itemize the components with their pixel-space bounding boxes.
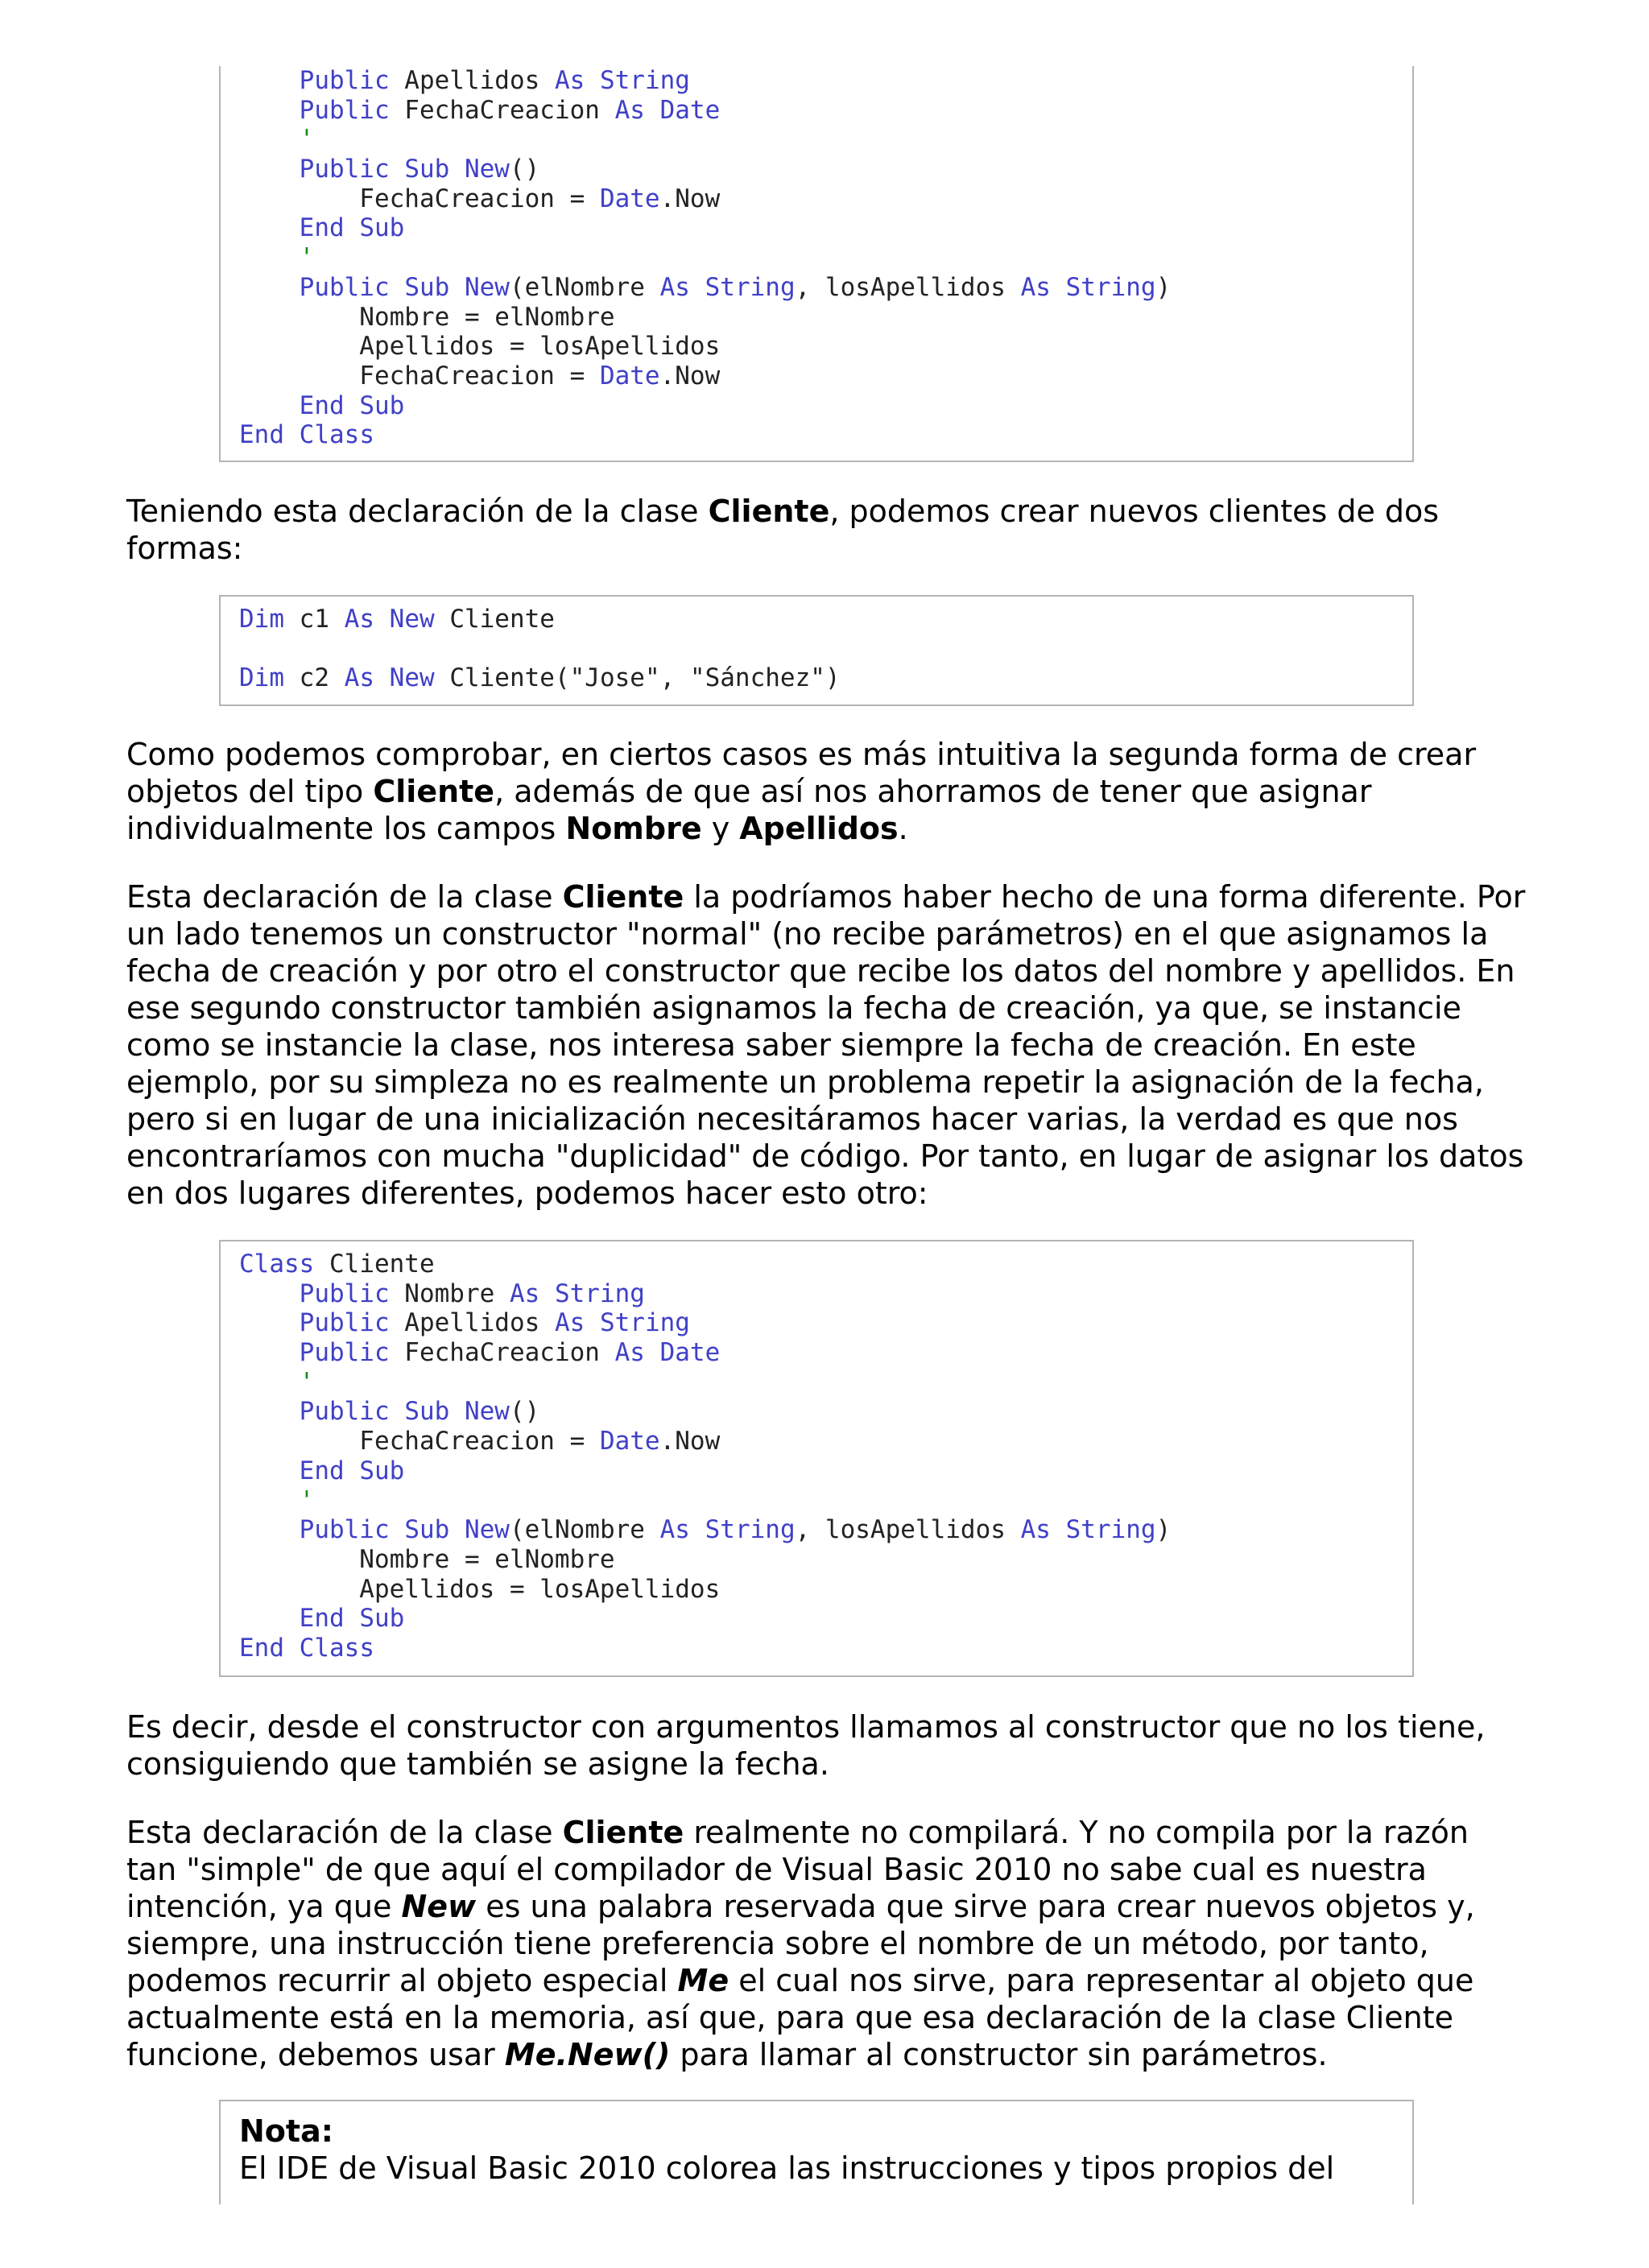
text-run: la podríamos haber hecho de una forma diferente. Por un lado tenemos un constructor "normal" (no recibe parámetros) en el que asignamos la fecha de creación y por otro el constructor que recibe los datos del nombre y apellidos. En ese segundo constructor también asignamos la fecha de creación, ya que, se instancie como se instancie la clase, nos interesa saber siempre la fecha de creación. En este ejemplo, por su simpleza no es realmente un problema repetir la asignación de la fecha, pero si en lugar de una inicialización necesitáramos hacer varias, la verdad es que nos encontraríamos con mucha "duplicidad" de código. Por tanto, en lugar de asignar los datos en dos lugares diferentes, podemos hacer esto otro: xyxy=(126,879,1526,1211)
code-text xyxy=(239,1308,300,1337)
note-box xyxy=(219,2100,1414,2204)
code-keyword: As xyxy=(509,1279,540,1308)
code-text: Cliente xyxy=(314,1250,435,1279)
code-keyword: As xyxy=(554,1308,585,1338)
code-line xyxy=(221,1397,1412,1427)
text-run: realmente no compilará. Y no compila por la razón tan "simple" de que aquí el compilador de Visual Basic 2010 no sabe cual es nuestra intención, ya que xyxy=(126,1815,1469,1924)
code-text: Nombre = elNombre xyxy=(239,1544,615,1574)
code-text: FechaCreacion = xyxy=(239,184,600,213)
text-run: Teniendo esta declaración de la clase xyxy=(126,494,709,529)
code-text: (elNombre xyxy=(509,1515,660,1545)
code-keyword: Dim xyxy=(239,605,284,634)
code-keyword: End xyxy=(299,1604,345,1634)
code-keyword: Date xyxy=(599,1427,660,1456)
code-line xyxy=(221,1486,1412,1516)
code-text: FechaCreacion = xyxy=(239,361,600,390)
bold-term: Nombre xyxy=(565,811,702,846)
text-run: Esta declaración de la clase xyxy=(126,1815,563,1850)
code-keyword: String xyxy=(1065,1515,1156,1545)
code-text xyxy=(239,243,300,272)
code-keyword: As xyxy=(554,66,585,95)
code-block-2 xyxy=(219,595,1414,706)
code-text: , losApellidos xyxy=(795,1515,1021,1545)
code-line xyxy=(221,243,1412,273)
code-line xyxy=(221,1250,1412,1279)
code-text: .Now xyxy=(659,184,721,213)
code-keyword: Public xyxy=(299,155,390,184)
code-line xyxy=(221,332,1412,361)
code-keyword: As xyxy=(614,1338,645,1368)
code-text xyxy=(585,1308,600,1337)
code-text: Apellidos = losApellidos xyxy=(239,332,721,361)
code-keyword: Class xyxy=(299,420,374,450)
code-text xyxy=(645,1338,660,1367)
code-keyword: Public xyxy=(299,272,390,302)
code-line xyxy=(221,1427,1412,1456)
code-text xyxy=(239,213,300,242)
code-keyword: As xyxy=(344,605,374,634)
code-text xyxy=(345,391,360,420)
text-run: Como podemos comprobar, en ciertos casos es más intuitiva la segunda forma de crear objetos del tipo xyxy=(126,737,1477,809)
code-text: Nombre = elNombre xyxy=(239,302,615,332)
text-run: , podemos crear nuevos clientes de dos formas: xyxy=(126,494,1440,566)
code-text: FechaCreacion xyxy=(389,1338,615,1368)
text-run: y xyxy=(701,811,740,846)
code-line xyxy=(221,96,1412,126)
code-text xyxy=(449,1515,465,1544)
code-text xyxy=(239,1338,300,1367)
code-text xyxy=(390,1515,405,1544)
code-keyword: End xyxy=(299,1456,345,1485)
code-text xyxy=(374,663,390,692)
code-keyword: New xyxy=(464,1515,510,1545)
code-text: .Now xyxy=(659,1427,721,1456)
code-text: ) xyxy=(1155,1515,1172,1545)
code-line xyxy=(221,155,1412,184)
text-run: para llamar al constructor sin parámetros. xyxy=(670,2037,1328,2072)
paragraph-4 xyxy=(126,1708,1527,1783)
code-line xyxy=(221,1545,1412,1575)
code-text xyxy=(645,96,660,125)
text-run: el cual nos sirve, para representar al objeto que actualmente está en la memoria, así que, para que esa declaración de la clase Cliente funcione, debemos usar xyxy=(126,1963,1474,2072)
bold-italic-term: Me xyxy=(677,1963,729,1998)
code-comment: ' xyxy=(299,1367,315,1397)
code-block-3 xyxy=(219,1240,1414,1677)
code-keyword: Sub xyxy=(404,1397,450,1427)
text-run: es una palabra reservada que sirve para crear nuevos objetos y, siempre, una instrucción tiene preferencia sobre el nombre de un método, por tanto, podemos recurrir al objeto especial xyxy=(126,1889,1475,1998)
code-keyword: String xyxy=(599,1308,690,1338)
text-run: Esta declaración de la clase xyxy=(126,879,563,915)
code-comment: ' xyxy=(299,243,315,273)
bold-italic-term: New xyxy=(401,1889,477,1924)
code-text xyxy=(239,1515,300,1544)
code-text xyxy=(239,273,300,302)
bold-term: Cliente xyxy=(708,494,830,529)
code-comment: ' xyxy=(299,125,315,155)
code-text xyxy=(239,1368,300,1397)
code-line xyxy=(221,1368,1412,1398)
code-keyword: String xyxy=(554,1279,645,1308)
code-keyword: Date xyxy=(599,184,660,213)
code-line xyxy=(221,1604,1412,1634)
code-line xyxy=(221,391,1412,421)
code-text xyxy=(239,391,300,420)
bold-term: Cliente xyxy=(373,774,495,809)
code-line xyxy=(221,1279,1412,1309)
code-keyword: New xyxy=(464,1397,510,1427)
code-text xyxy=(449,155,465,184)
code-text: , losApellidos xyxy=(795,272,1021,302)
code-line xyxy=(221,303,1412,333)
code-keyword: As xyxy=(659,272,690,302)
bold-italic-term: Me.New() xyxy=(504,2037,671,2072)
code-keyword: Class xyxy=(299,1633,374,1663)
code-text xyxy=(1051,1515,1066,1544)
code-text xyxy=(239,1456,300,1485)
code-text: FechaCreacion = xyxy=(239,1427,600,1456)
code-text: .Now xyxy=(659,361,721,390)
code-keyword: Sub xyxy=(359,213,405,243)
code-text xyxy=(539,1279,555,1308)
code-line xyxy=(221,1308,1412,1338)
code-keyword: String xyxy=(705,272,796,302)
code-text xyxy=(345,1604,360,1633)
code-keyword: String xyxy=(705,1515,796,1545)
code-keyword: New xyxy=(389,605,435,634)
code-text xyxy=(1051,273,1066,302)
code-block-1 xyxy=(219,66,1414,462)
code-keyword: Public xyxy=(299,1308,390,1338)
code-text: Cliente("Jose", "Sánchez") xyxy=(434,663,841,693)
code-line xyxy=(221,1575,1412,1605)
code-line xyxy=(221,1338,1412,1368)
code-keyword: Public xyxy=(299,95,390,125)
code-keyword: As xyxy=(614,95,645,125)
code-keyword: Date xyxy=(659,1338,721,1368)
code-text: c2 xyxy=(284,663,345,693)
code-text xyxy=(374,605,390,634)
code-keyword: String xyxy=(599,66,690,95)
code-keyword: Sub xyxy=(404,272,450,302)
code-keyword: New xyxy=(464,155,510,184)
code-keyword: Dim xyxy=(239,663,284,693)
bold-term: Cliente xyxy=(562,1815,684,1850)
code-keyword: Sub xyxy=(404,155,450,184)
code-text: (elNombre xyxy=(509,272,660,302)
code-keyword: Sub xyxy=(404,1515,450,1545)
bold-term: Cliente xyxy=(562,879,684,915)
code-text xyxy=(239,1279,300,1308)
code-text: c1 xyxy=(284,605,345,634)
code-keyword: New xyxy=(464,272,510,302)
code-keyword: Date xyxy=(599,361,660,390)
code-line xyxy=(221,273,1412,303)
code-keyword: End xyxy=(239,420,284,450)
code-line xyxy=(221,184,1412,214)
paragraph-2 xyxy=(126,736,1527,847)
code-text: Apellidos = losApellidos xyxy=(239,1574,721,1604)
code-keyword: Date xyxy=(659,95,721,125)
code-keyword: End xyxy=(299,390,345,420)
code-text: Apellidos xyxy=(389,66,555,95)
code-keyword: Public xyxy=(299,1279,390,1308)
code-keyword: String xyxy=(1065,272,1156,302)
code-keyword: As xyxy=(659,1515,690,1545)
code-keyword: New xyxy=(389,663,435,693)
code-text xyxy=(239,1604,300,1633)
code-line xyxy=(221,605,1412,634)
code-text: () xyxy=(509,1397,540,1427)
code-keyword: Sub xyxy=(359,1604,405,1634)
code-line xyxy=(221,1515,1412,1545)
bold-term: Apellidos xyxy=(739,811,899,846)
code-text: () xyxy=(509,155,540,184)
code-text xyxy=(345,213,360,242)
code-text xyxy=(390,1397,405,1426)
code-keyword: End xyxy=(239,1633,284,1663)
code-line xyxy=(221,1456,1412,1486)
code-keyword: Public xyxy=(299,66,390,95)
code-keyword: Public xyxy=(299,1397,390,1427)
code-line xyxy=(221,125,1412,155)
code-text xyxy=(284,420,300,449)
code-text: Nombre xyxy=(389,1279,510,1308)
code-text xyxy=(449,1397,465,1426)
code-text xyxy=(239,155,300,184)
note-title: Nota: xyxy=(239,2113,333,2149)
code-text xyxy=(690,1515,705,1544)
code-line xyxy=(221,1634,1412,1663)
code-text xyxy=(239,96,300,125)
code-text xyxy=(585,66,600,95)
code-text xyxy=(239,125,300,154)
code-line xyxy=(221,213,1412,243)
code-keyword: As xyxy=(344,663,374,693)
note-text: El IDE de Visual Basic 2010 colorea las instrucciones y tipos propios del xyxy=(239,2150,1335,2186)
code-keyword: End xyxy=(299,213,345,243)
code-line xyxy=(221,420,1412,450)
code-text: FechaCreacion xyxy=(389,95,615,125)
text-run: . xyxy=(898,811,908,846)
code-text xyxy=(239,1397,300,1426)
code-keyword: Sub xyxy=(359,390,405,420)
code-text xyxy=(449,273,465,302)
code-text: Apellidos xyxy=(389,1308,555,1338)
code-line xyxy=(221,634,1412,664)
code-line xyxy=(221,663,1412,693)
code-text xyxy=(390,155,405,184)
paragraph-1 xyxy=(126,493,1527,567)
code-keyword: As xyxy=(1020,1515,1051,1545)
code-text xyxy=(690,273,705,302)
code-keyword: Public xyxy=(299,1515,390,1545)
code-keyword: Sub xyxy=(359,1456,405,1485)
code-text: Cliente xyxy=(434,605,555,634)
code-line xyxy=(221,361,1412,391)
text-run: Es decir, desde el constructor con argumentos llamamos al constructor que no los tiene, consiguiendo que también se asigne la fecha. xyxy=(126,1709,1486,1782)
code-keyword: As xyxy=(1020,272,1051,302)
paragraph-3 xyxy=(126,878,1527,1212)
code-text xyxy=(345,1456,360,1485)
code-text: ) xyxy=(1155,272,1172,302)
code-comment: ' xyxy=(299,1485,315,1515)
code-text xyxy=(239,66,300,95)
code-text xyxy=(390,273,405,302)
code-text xyxy=(239,1486,300,1515)
paragraph-5 xyxy=(126,1814,1527,2073)
text-run: , además de que así nos ahorramos de tener que asignar individualmente los campos xyxy=(126,774,1372,846)
code-keyword: Public xyxy=(299,1338,390,1368)
code-line xyxy=(221,66,1412,96)
code-keyword: Class xyxy=(239,1250,315,1279)
code-text xyxy=(284,1634,300,1663)
